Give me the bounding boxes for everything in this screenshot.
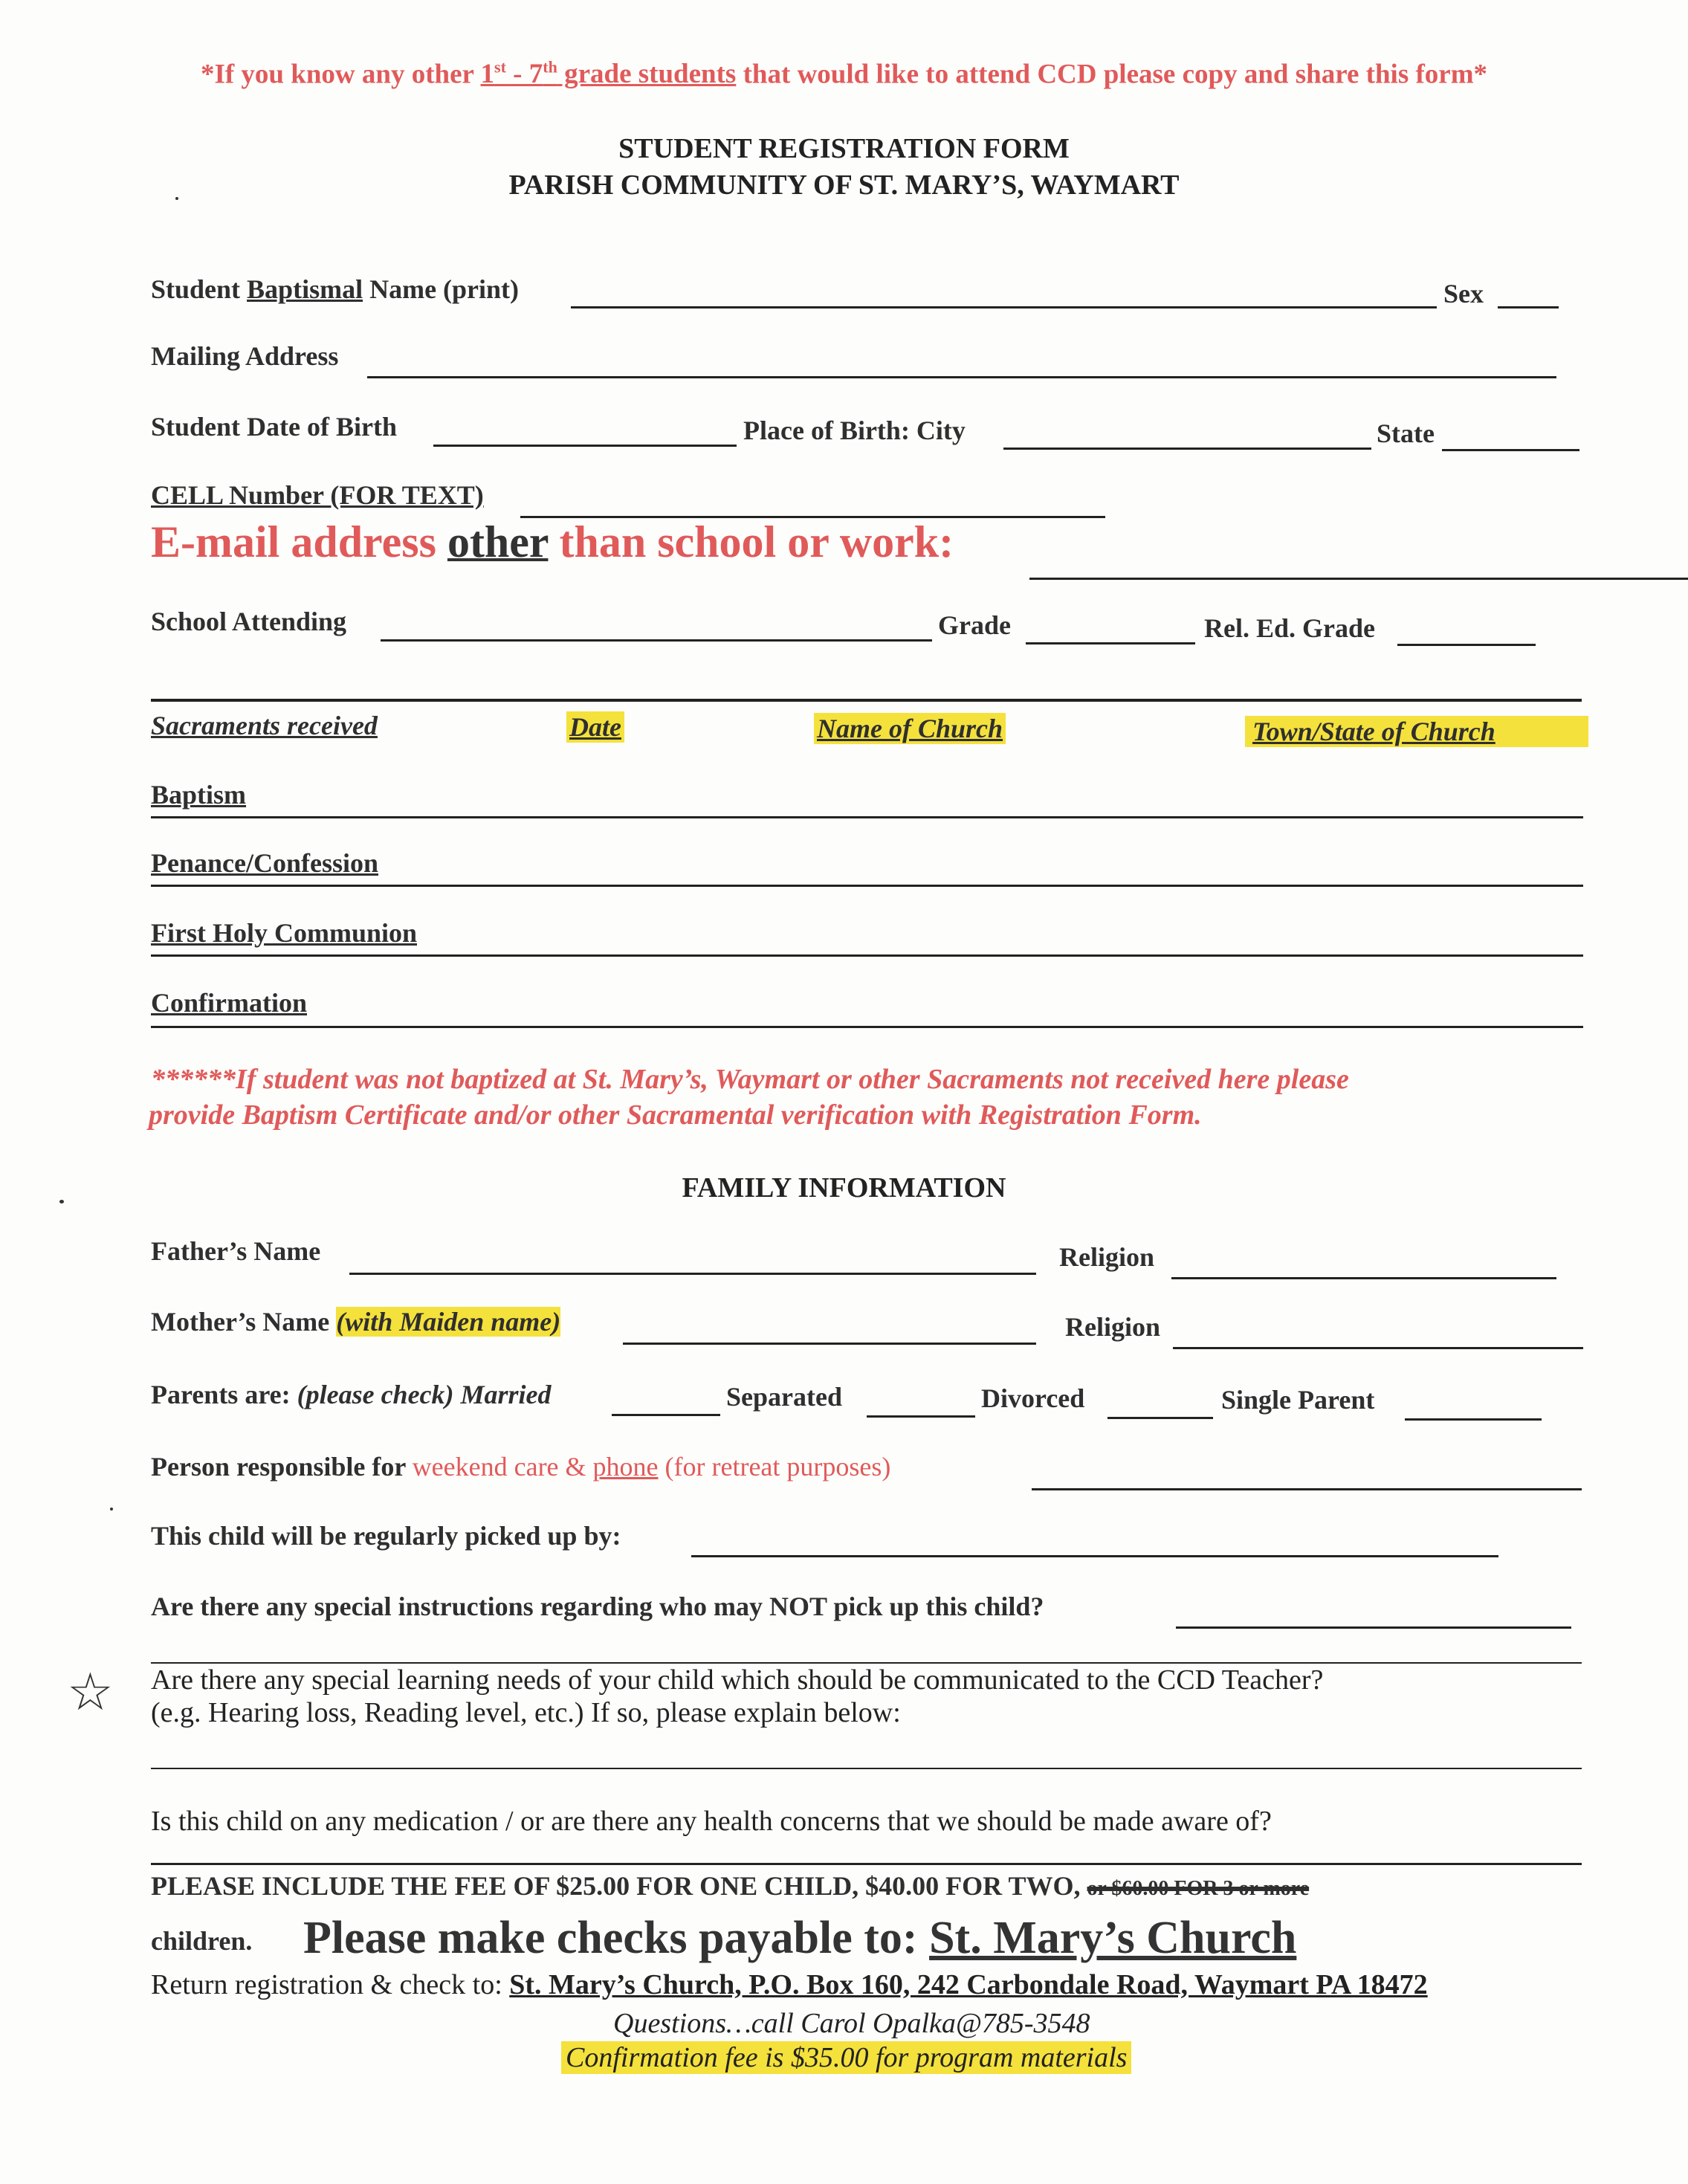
- sacraments-top-rule: [151, 699, 1582, 702]
- grade-field[interactable]: [1026, 642, 1195, 644]
- form-subtitle: PARISH COMMUNITY OF ST. MARY’S, WAYMART: [508, 169, 1180, 201]
- email-label: E-mail address other than school or work:: [151, 517, 954, 566]
- divorced-label: Divorced: [981, 1383, 1085, 1413]
- pickup-field[interactable]: [691, 1555, 1498, 1557]
- scan-speck: [175, 197, 178, 200]
- sacraments-col-church: Name of Church: [814, 713, 1006, 744]
- sacraments-col-date: Date: [566, 711, 624, 743]
- married-check[interactable]: [612, 1414, 720, 1416]
- weekend-care-label: Person responsible for weekend care & phone (for retreat purposes): [151, 1452, 891, 1482]
- school-label: School Attending: [151, 607, 347, 636]
- sacrament-row-penance: Penance/Confession: [151, 848, 378, 878]
- cell-number-label: CELL Number (FOR TEXT): [151, 480, 484, 510]
- mother-religion-label: Religion: [1065, 1312, 1161, 1342]
- rel-ed-grade-label: Rel. Ed. Grade: [1204, 613, 1375, 643]
- baptism-field[interactable]: [151, 816, 1583, 818]
- family-title: FAMILY INFORMATION: [682, 1172, 1006, 1204]
- mother-name-field[interactable]: [623, 1343, 1036, 1345]
- penance-field[interactable]: [151, 885, 1583, 887]
- form-title: STUDENT REGISTRATION FORM: [618, 133, 1070, 164]
- grade-label: Grade: [938, 610, 1011, 640]
- sex-field[interactable]: [1498, 306, 1559, 308]
- struck-fee: or $60.00 FOR 3 or more: [1087, 1877, 1310, 1900]
- mother-religion-field[interactable]: [1173, 1347, 1583, 1349]
- state-label: State: [1377, 419, 1435, 448]
- not-pickup-field[interactable]: [1176, 1626, 1571, 1629]
- divorced-check[interactable]: [1107, 1417, 1213, 1419]
- sacraments-note-line2: provide Baptism Certificate and/or other Sacramental verification with Registration Form.: [149, 1099, 1202, 1131]
- mailing-address-field[interactable]: [367, 376, 1556, 378]
- sex-label: Sex: [1443, 279, 1484, 308]
- return-line: Return registration & check to: St. Mary’s Church, P.O. Box 160, 242 Carbondale Road, Waymart PA 18472: [151, 1969, 1428, 2000]
- dob-label: Student Date of Birth: [151, 412, 397, 442]
- sacraments-col-sacrament: Sacraments received: [151, 711, 378, 740]
- sacrament-row-baptism: Baptism: [151, 780, 247, 810]
- confirmation-field[interactable]: [151, 1026, 1583, 1028]
- scan-speck: [110, 1508, 113, 1511]
- sacraments-col-town: Town/State of Church: [1245, 716, 1588, 747]
- sacrament-row-communion: First Holy Communion: [151, 918, 418, 948]
- pob-city-label: Place of Birth: City: [743, 416, 966, 445]
- grade-range: 1st - 7th grade students: [480, 58, 737, 90]
- communion-field[interactable]: [151, 954, 1583, 957]
- single-parent-check[interactable]: [1405, 1418, 1542, 1421]
- father-religion-label: Religion: [1059, 1242, 1155, 1272]
- single-parent-label: Single Parent: [1221, 1385, 1375, 1415]
- scan-speck: [59, 1200, 64, 1204]
- school-field[interactable]: [381, 639, 932, 642]
- father-name-field[interactable]: [349, 1273, 1036, 1275]
- star-mark-icon: ☆: [67, 1664, 114, 1722]
- weekend-care-field[interactable]: [1032, 1488, 1582, 1490]
- payable-line: Please make checks payable to: St. Mary’s Church: [303, 1913, 1297, 1963]
- learning-needs-example: (e.g. Hearing loss, Reading level, etc.) If so, please explain below:: [151, 1697, 901, 1728]
- learning-needs-field[interactable]: [151, 1768, 1582, 1769]
- email-field[interactable]: [1029, 578, 1688, 580]
- medication-question: Is this child on any medication / or are there any health concerns that we should be made aware of?: [151, 1806, 1272, 1837]
- father-name-label: Father’s Name: [151, 1236, 321, 1266]
- medication-field[interactable]: [151, 1863, 1582, 1865]
- student-name-field[interactable]: [571, 306, 1437, 308]
- not-pickup-label: Are there any special instructions regarding who may NOT pick up this child?: [151, 1592, 1044, 1621]
- mailing-address-label: Mailing Address: [151, 341, 339, 371]
- mother-name-label: Mother’s Name (with Maiden name): [151, 1307, 561, 1337]
- separated-check[interactable]: [867, 1415, 975, 1418]
- fee-line: PLEASE INCLUDE THE FEE OF $25.00 FOR ONE CHILD, $40.00 FOR TWO, or $60.00 FOR 3 or more: [151, 1871, 1310, 1901]
- pob-city-field[interactable]: [1003, 448, 1371, 450]
- questions-line: Questions…call Carol Opalka@785-3548: [613, 2008, 1090, 2039]
- share-notice: *If you know any other 1st - 7th grade students that would like to attend CCD please copy and share this form*: [200, 58, 1488, 90]
- fee-children: children.: [151, 1926, 253, 1956]
- father-religion-field[interactable]: [1171, 1277, 1556, 1279]
- dob-field[interactable]: [433, 445, 737, 447]
- learning-needs-question: Are there any special learning needs of your child which should be communicated to the CCD Teacher?: [151, 1664, 1324, 1696]
- rel-ed-grade-field[interactable]: [1397, 644, 1536, 646]
- state-field[interactable]: [1442, 449, 1579, 451]
- confirmation-fee-line: Confirmation fee is $35.00 for program materials: [561, 2041, 1131, 2074]
- sacrament-row-confirmation: Confirmation: [151, 988, 307, 1018]
- pickup-label: This child will be regularly picked up by:: [151, 1521, 621, 1551]
- separated-label: Separated: [726, 1382, 842, 1412]
- student-name-label: Student Baptismal Name (print): [151, 274, 520, 304]
- sacraments-note-line1: ******If student was not baptized at St. Mary’s, Waymart or other Sacraments not received here please: [151, 1064, 1349, 1095]
- parents-status-label: Parents are: (please check) Married: [151, 1380, 552, 1409]
